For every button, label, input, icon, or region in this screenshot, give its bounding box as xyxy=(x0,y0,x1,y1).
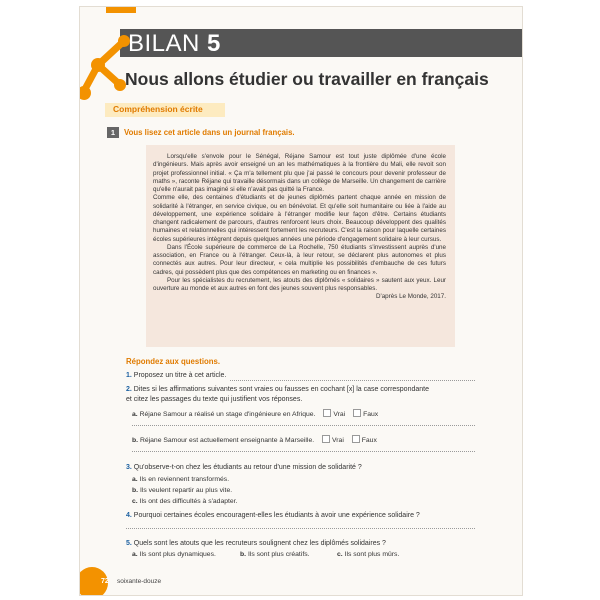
article-paragraph-4: Pour les spécialistes du recrutement, les atouts des diplômés « solidaires » sautent aux yeux. Leur ouverture au monde et aux autres en font des jeunes souvent plus responsables. xyxy=(153,276,446,292)
questions-heading: Répondez aux questions. xyxy=(126,357,221,366)
question-number: 2. xyxy=(126,386,132,393)
page-title: Nous allons étudier ou travailler en français xyxy=(125,69,489,89)
question-3 xyxy=(126,464,362,473)
option-letter: a. xyxy=(132,476,138,483)
option-letter: a. xyxy=(132,411,138,418)
top-accent-bar xyxy=(106,7,136,13)
vrai-label: Vrai xyxy=(333,411,346,418)
question-text: Proposez un titre à cet article. xyxy=(133,372,227,379)
article-paragraph-1: Lorsqu'elle s'envole pour le Sénégal, Réjane Samour est tout juste diplômée d'une école d'ingénieurs. Mais après avoir enseigné un an les mathématiques à la frontière du Mali, elle revoit son projet professionnel initial. « Ça m'a tellement plu que j'ai passé le concours pour devenir professeur de maths », raconte Réjane qui travaille désormais dans un collège de Marseille. Un changement de carrière qu'elle n'aurait pas imaginé si elle n'avait pas quitté la France. xyxy=(153,153,446,193)
question-text: Pourquoi certaines écoles encouragent-elles les étudiants à avoir une expérience solidaire ? xyxy=(133,512,420,519)
section-title: Compréhension écrite xyxy=(113,104,203,114)
answer-line[interactable] xyxy=(132,425,475,426)
statement-b xyxy=(132,435,377,444)
vrai-checkbox[interactable] xyxy=(322,435,330,443)
article-paragraph-3: Dans l'École supérieure de commerce de La Rochelle, 750 étudiants s'investissent auprès d'une association, en France ou à l'étranger. Ceux-là, à leur retour, se déclarent plus autonomes et plus connectés aux autres. Pour leur directeur, « cela multiplie les possibilités d'embauche de ces futurs cadres, qui possèdent plus que des compétences en marketing ou en finances ». xyxy=(153,243,446,276)
option-a[interactable] xyxy=(132,551,216,558)
article-text xyxy=(153,153,446,302)
option-text: Ils sont plus créatifs. xyxy=(247,551,310,558)
option-text: Ils veulent repartir au plus vite. xyxy=(139,487,233,494)
statement-a xyxy=(132,409,378,418)
page-number: 72 xyxy=(101,578,109,585)
faux-label: Faux xyxy=(363,411,379,418)
bilan-number: 5 xyxy=(207,30,221,57)
answer-line[interactable] xyxy=(126,528,475,529)
option-c[interactable] xyxy=(337,551,399,558)
question-number: 3. xyxy=(126,464,132,471)
vrai-checkbox[interactable] xyxy=(323,409,331,417)
answer-line[interactable] xyxy=(230,380,475,381)
question-text: Quels sont les atouts que les recruteurs soulignent chez les diplômés solidaires ? xyxy=(133,540,386,547)
question-2-continued: et citez les passages du texte qui justifient vos réponses. xyxy=(126,396,303,403)
question-1 xyxy=(126,372,226,381)
article-paragraph-2: Comme elle, des centaines d'étudiants et de jeunes diplômés partent chaque année en mission de solidarité à l'étranger, en service civique, ou en bénévolat. Et qu'elle soit humanitaire ou liée à l'aide au développement, une expérience solidaire à l'étranger modifie leur façon d'être. Certains étudiants changent radicalement de parcours, d'autres renforcent leurs choix. Beaucoup développent des qualités humaines et relationnelles qui intéressent fortement les recruteurs. C'est la raison pour laquelle certaines écoles supérieures intègrent depuis quelques années une période d'engagement solidaire à leur cursus. xyxy=(153,194,446,243)
option-a[interactable] xyxy=(132,476,229,483)
bilan-word: BILAN xyxy=(128,30,200,57)
exercise-number-badge: 1 xyxy=(107,127,119,138)
question-5 xyxy=(126,540,386,549)
answer-line[interactable] xyxy=(132,451,475,452)
question-number: 5. xyxy=(126,540,132,547)
option-letter: b. xyxy=(132,437,139,444)
option-text: Ils sont plus dynamiques. xyxy=(139,551,216,558)
question-number: 4. xyxy=(126,512,132,519)
faux-checkbox[interactable] xyxy=(352,435,360,443)
option-letter: b. xyxy=(240,551,247,558)
option-c[interactable] xyxy=(132,498,237,505)
question-text-line-1: Dites si les affirmations suivantes sont vraies ou fausses en cochant [x] la case correspondante xyxy=(133,386,429,393)
option-letter: c. xyxy=(132,498,138,505)
bilan-label xyxy=(128,30,221,58)
article-source: D'après Le Monde, 2017. xyxy=(376,293,446,301)
question-2 xyxy=(126,386,429,395)
option-letter: c. xyxy=(337,551,343,558)
option-text: Ils sont plus mûrs. xyxy=(344,551,400,558)
option-text: Ils en reviennent transformés. xyxy=(139,476,230,483)
statement-text: Réjane Samour a réalisé un stage d'ingénieure en Afrique. xyxy=(139,411,316,418)
option-b[interactable] xyxy=(132,487,232,494)
faux-checkbox[interactable] xyxy=(353,409,361,417)
question-text: Qu'observe-t-on chez les étudiants au retour d'une mission de solidarité ? xyxy=(133,464,362,471)
textbook-page xyxy=(79,6,523,596)
vrai-label: Vrai xyxy=(332,437,344,444)
question-number: 1. xyxy=(126,372,132,379)
page-number-words: soixante-douze xyxy=(117,578,162,585)
option-b[interactable] xyxy=(240,551,310,558)
option-letter: b. xyxy=(132,487,139,494)
exercise-instruction: Vous lisez cet article dans un journal français. xyxy=(124,128,295,137)
faux-label: Faux xyxy=(361,437,377,444)
question-4 xyxy=(126,512,420,521)
statement-text: Réjane Samour est actuellement enseignante à Marseille. xyxy=(139,437,315,444)
option-text: Ils ont des difficultés à s'adapter. xyxy=(139,498,238,505)
option-letter: a. xyxy=(132,551,138,558)
